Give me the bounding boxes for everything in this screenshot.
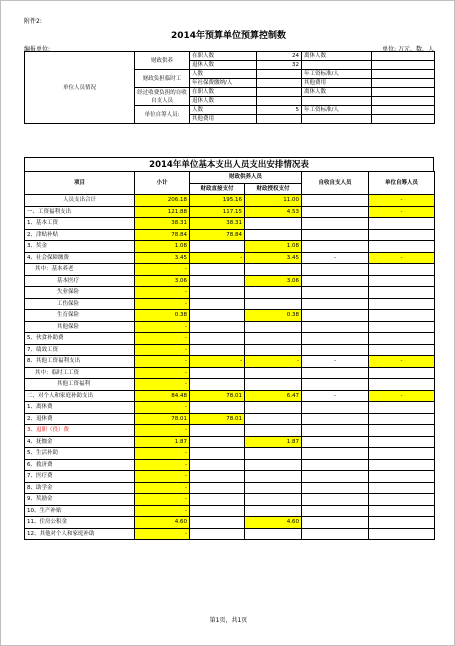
expense-cell[interactable] [302, 494, 369, 506]
expense-cell[interactable] [369, 379, 435, 391]
expense-row-label: 7、绩效工资 [25, 344, 135, 356]
staffing-field-value [257, 97, 302, 106]
expense-row [25, 413, 435, 425]
expense-cell[interactable] [302, 264, 369, 276]
expense-cell[interactable] [190, 436, 245, 448]
expense-cell[interactable] [190, 367, 245, 379]
expense-cell[interactable] [302, 528, 369, 540]
expense-cell[interactable]: - [135, 298, 190, 310]
staffing-row [25, 52, 435, 61]
expense-cell[interactable]: 78.01 [190, 413, 245, 425]
expense-row-label: 7、医疗费 [25, 471, 135, 483]
expense-cell[interactable] [245, 321, 302, 333]
expense-cell[interactable] [369, 436, 435, 448]
expense-row-label: 一、工资福利支出 [25, 206, 135, 218]
expense-cell[interactable] [302, 413, 369, 425]
expense-cell[interactable] [245, 482, 302, 494]
expense-cell[interactable]: - [135, 482, 190, 494]
staffing-row-label: 单位人员情况 [25, 52, 135, 124]
staff-expense-title: 2014年单位基本支出人员支出安排情况表 [24, 157, 434, 171]
expense-cell[interactable]: 3.06 [135, 275, 190, 287]
expense-row-label: 12、其他对个人和家庭补助 [25, 528, 135, 540]
expense-row-label: 人员支出合计 [25, 195, 135, 207]
expense-cell[interactable] [190, 241, 245, 253]
expense-cell[interactable]: 11.00 [245, 195, 302, 207]
header-subtotal: 小计 [135, 172, 190, 195]
staffing-field-label: 退休人数 [190, 61, 257, 70]
expense-cell[interactable] [369, 321, 435, 333]
expense-row-label: 1、基本工资 [25, 218, 135, 230]
staffing-field-value [372, 79, 435, 88]
expense-cell[interactable]: - [135, 459, 190, 471]
staffing-field-label: 年工资标准/人 [302, 106, 372, 115]
expense-cell[interactable] [245, 471, 302, 483]
staffing-field-label: 其他费用 [190, 115, 257, 124]
expense-row-label: 其中：临时工工资 [25, 367, 135, 379]
expense-cell[interactable]: 38.31 [135, 218, 190, 230]
expense-row-label: 11、住房公积金 [25, 517, 135, 529]
expense-cell[interactable]: - [135, 287, 190, 299]
expense-cell[interactable]: 4.60 [245, 517, 302, 529]
expense-cell[interactable]: - [135, 471, 190, 483]
expense-cell[interactable] [245, 413, 302, 425]
staffing-field-value [372, 97, 435, 106]
expense-cell[interactable]: - [302, 356, 369, 368]
expense-row-label: 生育保险 [25, 310, 135, 322]
expense-cell[interactable] [369, 425, 435, 437]
staffing-field-label: 年工资标准/人 [302, 70, 372, 79]
expense-cell[interactable]: - [135, 344, 190, 356]
expense-cell[interactable] [302, 459, 369, 471]
header-fiscal: 财政供养人员 [190, 172, 302, 184]
expense-cell[interactable] [302, 287, 369, 299]
expense-row [25, 264, 435, 276]
staffing-field-label: 在职人数 [190, 88, 257, 97]
expense-row-label: 基本医疗 [25, 275, 135, 287]
staffing-field-value [372, 70, 435, 79]
expense-row-label: 其中：基本养老 [25, 264, 135, 276]
expense-cell[interactable] [302, 321, 369, 333]
expense-row [25, 528, 435, 540]
expense-row [25, 287, 435, 299]
expense-cell[interactable]: 3.45 [245, 252, 302, 264]
expense-cell[interactable] [302, 379, 369, 391]
expense-cell[interactable] [369, 229, 435, 241]
expense-row [25, 252, 435, 264]
expense-cell[interactable]: - [302, 252, 369, 264]
expense-row-label: 其他保险 [25, 321, 135, 333]
expense-cell[interactable] [245, 367, 302, 379]
expense-row-label: 2、津贴补贴 [25, 229, 135, 241]
expense-row-label: 9、奖励金 [25, 494, 135, 506]
expense-row [25, 333, 435, 345]
expense-cell[interactable] [190, 298, 245, 310]
expense-row [25, 517, 435, 529]
staffing-field-value [372, 115, 435, 124]
expense-cell[interactable]: - [135, 505, 190, 517]
expense-row-label: 8、其他工资福利支出 [25, 356, 135, 368]
expense-cell[interactable] [369, 413, 435, 425]
expense-row-label: 3、退职（役）费 [25, 425, 135, 437]
expense-cell[interactable] [190, 287, 245, 299]
expense-row [25, 310, 435, 322]
expense-cell[interactable] [302, 229, 369, 241]
expense-cell[interactable] [245, 344, 302, 356]
expense-row [25, 436, 435, 448]
expense-cell[interactable] [302, 436, 369, 448]
staffing-field-label: 其他费用 [302, 79, 372, 88]
expense-row [25, 379, 435, 391]
expense-cell[interactable] [245, 505, 302, 517]
expense-cell[interactable] [190, 425, 245, 437]
staffing-field-value: 24 [257, 52, 302, 61]
expense-cell[interactable] [190, 505, 245, 517]
staffing-field-value [372, 106, 435, 115]
expense-cell[interactable] [369, 298, 435, 310]
expense-cell[interactable]: - [369, 356, 435, 368]
expense-cell[interactable] [245, 333, 302, 345]
expense-cell[interactable]: 4.53 [245, 206, 302, 218]
staffing-field-value [257, 115, 302, 124]
expense-cell[interactable] [369, 482, 435, 494]
staffing-group-label: 经过收费负担的自收自支人员 [135, 88, 190, 106]
expense-cell[interactable]: 6.47 [245, 390, 302, 402]
expense-cell[interactable] [369, 505, 435, 517]
expense-row [25, 390, 435, 402]
expense-cell[interactable]: - [369, 390, 435, 402]
expense-cell[interactable] [190, 482, 245, 494]
expense-row-label: 5、伙食补助费 [25, 333, 135, 345]
expense-cell[interactable] [190, 448, 245, 460]
staffing-field-value [257, 88, 302, 97]
expense-cell[interactable] [190, 344, 245, 356]
expense-row-label: 10、生产补贴 [25, 505, 135, 517]
expense-cell[interactable] [369, 367, 435, 379]
expense-cell[interactable] [369, 471, 435, 483]
expense-row [25, 402, 435, 414]
expense-row-label: 其他工资福利 [25, 379, 135, 391]
expense-row [25, 448, 435, 460]
expense-cell[interactable]: - [135, 321, 190, 333]
staffing-field-value [257, 79, 302, 88]
staffing-field-label [302, 61, 372, 70]
expense-cell[interactable] [369, 310, 435, 322]
expense-cell[interactable] [302, 310, 369, 322]
expense-row [25, 206, 435, 218]
expense-row [25, 505, 435, 517]
expense-cell[interactable]: 1.08 [135, 241, 190, 253]
expense-cell[interactable] [245, 494, 302, 506]
expense-cell[interactable] [245, 459, 302, 471]
expense-row [25, 241, 435, 253]
expense-cell[interactable]: 1.08 [245, 241, 302, 253]
expense-cell[interactable] [302, 448, 369, 460]
expense-cell[interactable] [369, 459, 435, 471]
expense-row-label: 4、社会保障缴费 [25, 252, 135, 264]
expense-cell[interactable]: - [135, 367, 190, 379]
staffing-group-label: 财政供养 [135, 52, 190, 70]
expense-cell[interactable] [302, 333, 369, 345]
expense-cell[interactable]: - [135, 333, 190, 345]
expense-cell[interactable]: - [135, 448, 190, 460]
expense-row [25, 275, 435, 287]
expense-cell[interactable] [369, 264, 435, 276]
expense-cell[interactable]: 0.38 [135, 310, 190, 322]
expense-row [25, 425, 435, 437]
expense-cell[interactable]: 3.06 [245, 275, 302, 287]
expense-cell[interactable] [302, 505, 369, 517]
expense-row-label: 2、退休费 [25, 413, 135, 425]
staffing-field-label: 离休人数 [302, 52, 372, 61]
staff-expense-table [24, 171, 435, 540]
expense-cell[interactable]: - [190, 356, 245, 368]
expense-cell[interactable]: 78.84 [135, 229, 190, 241]
expense-cell[interactable]: 1.87 [245, 436, 302, 448]
expense-row [25, 298, 435, 310]
expense-cell[interactable]: 1.87 [135, 436, 190, 448]
expense-cell[interactable] [245, 264, 302, 276]
expense-cell[interactable]: - [135, 494, 190, 506]
staffing-field-value [257, 70, 302, 79]
expense-cell[interactable]: 206.18 [135, 195, 190, 207]
expense-cell[interactable] [369, 528, 435, 540]
staffing-field-value [372, 88, 435, 97]
expense-cell[interactable] [190, 321, 245, 333]
expense-cell[interactable]: 117.15 [190, 206, 245, 218]
expense-row-label: 6、救济费 [25, 459, 135, 471]
expense-cell[interactable]: - [135, 379, 190, 391]
expense-cell[interactable] [369, 517, 435, 529]
expense-row [25, 482, 435, 494]
expense-cell[interactable]: 4.60 [135, 517, 190, 529]
header-fiscal-auth: 财政授权支付 [245, 183, 302, 195]
staffing-field-label [302, 97, 372, 106]
expense-cell[interactable] [190, 459, 245, 471]
expense-row-label: 失业保险 [25, 287, 135, 299]
staffing-field-value: 5 [257, 106, 302, 115]
expense-row-label: 3、奖金 [25, 241, 135, 253]
expense-cell[interactable] [190, 264, 245, 276]
expense-cell[interactable] [190, 379, 245, 391]
expense-cell[interactable] [245, 402, 302, 414]
expense-row-label: 工伤保险 [25, 298, 135, 310]
expense-cell[interactable]: 3.45 [135, 252, 190, 264]
staffing-field-label: 年社保费缴纳/人 [190, 79, 257, 88]
expense-cell[interactable] [190, 494, 245, 506]
expense-row [25, 229, 435, 241]
expense-cell[interactable]: - [135, 356, 190, 368]
expense-cell[interactable] [190, 333, 245, 345]
expense-row-label: 二、对个人和家庭补助支出 [25, 390, 135, 402]
expense-cell[interactable] [369, 241, 435, 253]
staffing-field-value [372, 61, 435, 70]
annex-label: 附件2: [24, 18, 42, 25]
expense-cell[interactable] [302, 298, 369, 310]
expense-row [25, 321, 435, 333]
header-item: 项目 [25, 172, 135, 195]
expense-cell[interactable] [245, 425, 302, 437]
header-self-funded: 自收自支人员 [302, 172, 369, 195]
staffing-field-label: 离休人数 [302, 88, 372, 97]
expense-cell[interactable] [302, 425, 369, 437]
header-fiscal-direct: 财政直接支付 [190, 183, 245, 195]
expense-cell[interactable] [369, 448, 435, 460]
expense-cell[interactable] [369, 287, 435, 299]
expense-cell[interactable]: 84.48 [135, 390, 190, 402]
expense-cell[interactable]: - [135, 402, 190, 414]
staffing-field-value: 32 [257, 61, 302, 70]
expense-cell[interactable] [302, 275, 369, 287]
expense-cell[interactable] [302, 471, 369, 483]
expense-row [25, 494, 435, 506]
expense-cell[interactable]: 195.16 [190, 195, 245, 207]
expense-cell[interactable] [302, 195, 369, 207]
expense-cell[interactable] [245, 218, 302, 230]
units-label: 单位: 万元、数、人 [382, 46, 434, 53]
expense-cell[interactable]: - [135, 264, 190, 276]
expense-cell[interactable] [245, 448, 302, 460]
expense-row [25, 471, 435, 483]
expense-row [25, 459, 435, 471]
expense-cell[interactable] [369, 275, 435, 287]
expense-cell[interactable] [369, 344, 435, 356]
expense-cell[interactable] [245, 298, 302, 310]
expense-cell[interactable]: 121.88 [135, 206, 190, 218]
staffing-field-label: 在职人数 [190, 52, 257, 61]
expense-cell[interactable] [190, 517, 245, 529]
expense-cell[interactable] [302, 517, 369, 529]
reporting-unit-label: 编报单位: [24, 46, 51, 53]
staffing-field-label: 人数 [190, 70, 257, 79]
staffing-group-label: 单位自筹人员: [135, 106, 190, 124]
expense-cell[interactable] [302, 367, 369, 379]
expense-cell[interactable] [190, 471, 245, 483]
expense-row [25, 356, 435, 368]
expense-cell[interactable] [369, 333, 435, 345]
staffing-table [24, 51, 435, 124]
expense-row [25, 218, 435, 230]
expense-row-label: 8、助学金 [25, 482, 135, 494]
expense-cell[interactable] [302, 206, 369, 218]
expense-cell[interactable] [302, 482, 369, 494]
expense-cell[interactable] [369, 218, 435, 230]
expense-cell[interactable]: - [369, 195, 435, 207]
expense-row-label: 5、生活补助 [25, 448, 135, 460]
expense-cell[interactable] [302, 344, 369, 356]
expense-cell[interactable]: - [135, 425, 190, 437]
expense-cell[interactable]: 38.31 [190, 218, 245, 230]
staffing-field-label [302, 115, 372, 124]
expense-cell[interactable]: - [369, 252, 435, 264]
staffing-field-value [372, 52, 435, 61]
expense-cell[interactable] [190, 310, 245, 322]
expense-cell[interactable] [190, 528, 245, 540]
expense-cell[interactable] [302, 402, 369, 414]
staffing-field-label: 退休人数 [190, 97, 257, 106]
expense-cell[interactable]: 78.84 [190, 229, 245, 241]
expense-cell[interactable] [190, 275, 245, 287]
expense-cell[interactable]: - [135, 528, 190, 540]
expense-cell[interactable] [245, 528, 302, 540]
expense-row [25, 195, 435, 207]
expense-cell[interactable]: 78.01 [135, 413, 190, 425]
staffing-field-label: 人数 [190, 106, 257, 115]
expense-row [25, 367, 435, 379]
expense-cell[interactable]: - [190, 252, 245, 264]
budget-control-title: 2014年预算单位预算控制数 [170, 31, 287, 41]
expense-cell[interactable] [369, 494, 435, 506]
expense-cell[interactable] [302, 241, 369, 253]
expense-cell[interactable] [369, 402, 435, 414]
expense-cell[interactable] [245, 287, 302, 299]
expense-cell[interactable] [245, 229, 302, 241]
expense-cell[interactable]: 78.01 [190, 390, 245, 402]
expense-cell[interactable] [245, 379, 302, 391]
expense-cell[interactable]: 0.38 [245, 310, 302, 322]
expense-row-label: 1、离休费 [25, 402, 135, 414]
page-footer: 第1页，共1页 [209, 617, 248, 624]
header-self-raised: 单位自筹人员 [369, 172, 435, 195]
expense-cell[interactable]: - [369, 206, 435, 218]
staffing-group-label: 财政负担临时工 [135, 70, 190, 88]
expense-cell[interactable] [302, 218, 369, 230]
expense-cell[interactable]: - [302, 390, 369, 402]
expense-cell[interactable] [190, 402, 245, 414]
expense-cell[interactable]: - [245, 356, 302, 368]
expense-row-label: 4、抚恤金 [25, 436, 135, 448]
expense-row [25, 344, 435, 356]
